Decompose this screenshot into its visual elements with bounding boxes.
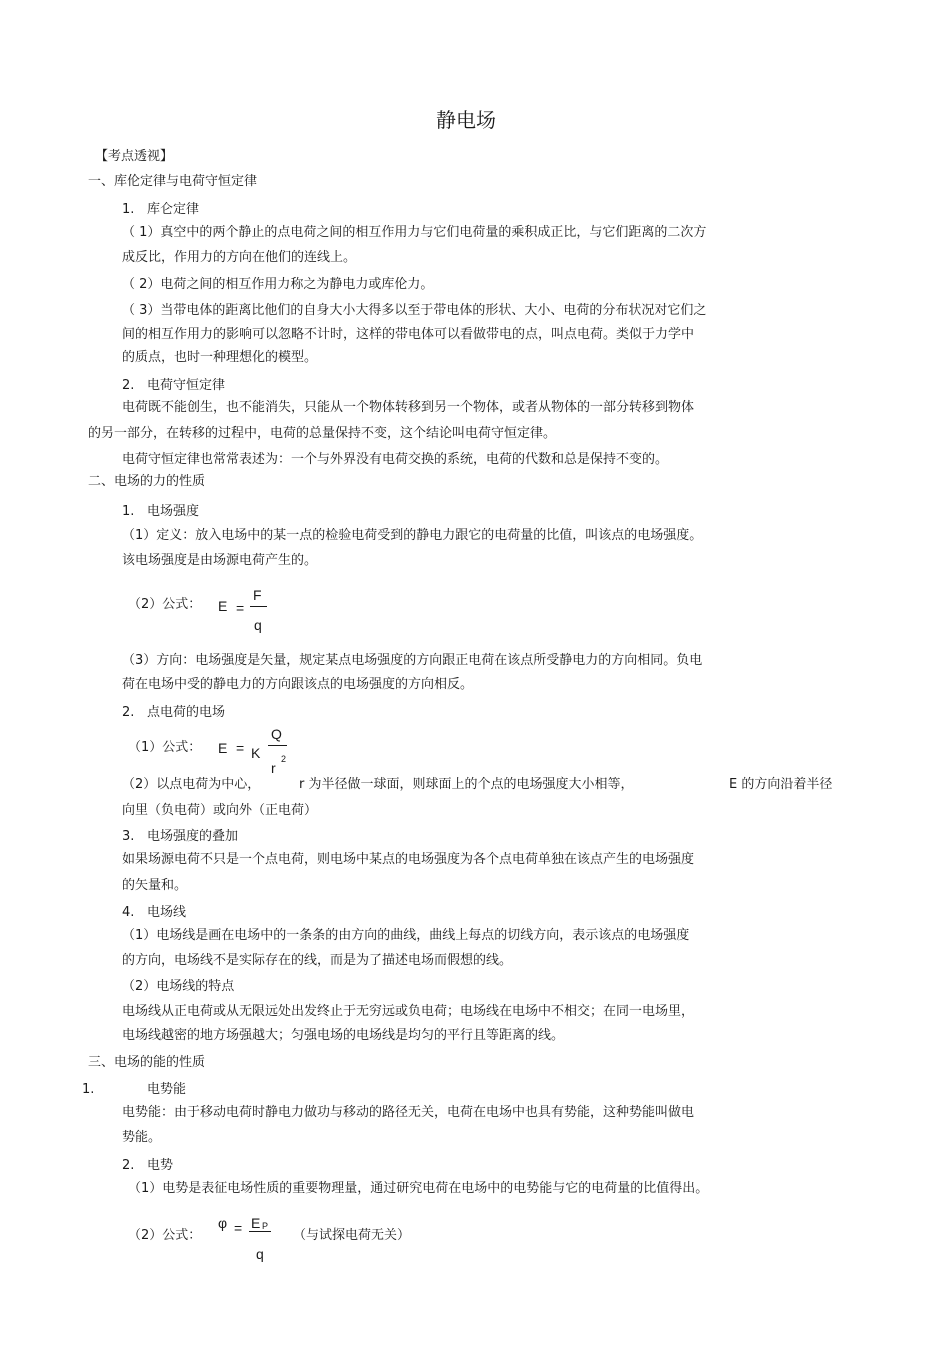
item-number: 1. — [122, 202, 135, 217]
paragraph: 的另一部分，在转移的过程中，电荷的总量保持不变，这个结论叫电荷守恒定律。 — [88, 426, 557, 441]
paragraph: 电荷既不能创生，也不能消失，只能从一个物体转移到另一个物体，或者从物体的一部分转移到物体 — [122, 400, 695, 415]
paragraph: 电荷守恒定律也常常表述为：一个与外界没有电荷交换的系统，电荷的代数和总是保持不变的。 — [122, 452, 669, 467]
paragraph: （1）定义：放入电场中的某一点的检验电荷受到的静电力跟它的电荷量的比值，叫该点的电场强度。 — [122, 528, 703, 543]
paragraph: 如果场源电荷不只是一个点电荷，则电场中某点的电场强度为各个点电荷单独在该点产生的电场强度 — [122, 852, 695, 867]
item-number: 1. — [82, 1082, 95, 1097]
formula-label: （1）公式： — [128, 740, 202, 755]
paragraph: E 的方向沿着半径 — [729, 777, 833, 792]
fraction-denominator: r — [271, 760, 276, 776]
paragraph: 的质点，也时一种理想化的模型。 — [122, 350, 318, 365]
section-heading-2: 二、电场的力的性质 — [88, 474, 206, 489]
item-number: 2. — [122, 378, 135, 393]
paragraph: 势能。 — [122, 1130, 162, 1145]
fraction-numerator: F — [253, 587, 262, 603]
subheading-field-strength: 电场强度 — [147, 504, 200, 519]
paragraph: 向里（负电荷）或向外（正电荷） — [122, 803, 318, 818]
equals-sign: = — [236, 600, 245, 616]
fraction-bar — [250, 606, 267, 607]
paragraph: （ 1）真空中的两个静止的点电荷之间的相互作用力与它们电荷量的乘积成正比，与它们距离的二次方 — [122, 225, 707, 240]
equals-sign: = — [236, 740, 245, 756]
subheading-field-lines: 电场线 — [147, 905, 187, 920]
subheading-coulomb-law: 库仑定律 — [147, 202, 200, 217]
paragraph: 电势能：由于移动电荷时静电力做功与移动的路径无关，电荷在电场中也具有势能，这种势能叫做电 — [122, 1105, 695, 1120]
subheading-potential: 电势 — [147, 1158, 174, 1173]
fraction-bar — [268, 745, 287, 746]
fraction-bar — [249, 1231, 271, 1232]
paragraph: （1）电场线是画在电场中的一条条的由方向的曲线，曲线上每点的切线方向，表示该点的电场强度 — [122, 928, 690, 943]
item-number: 2. — [122, 705, 135, 720]
page-title: 静电场 — [436, 108, 496, 132]
formula-label: （2）公式： — [128, 597, 202, 612]
paragraph: （ 3）当带电体的距离比他们的自身大小大得多以至于带电体的形状、大小、电荷的分布状况对它们之 — [122, 303, 707, 318]
exponent: 2 — [281, 754, 287, 764]
paragraph: 成反比，作用力的方向在他们的连线上。 — [122, 250, 357, 265]
fraction-denominator: q — [256, 1246, 264, 1262]
subheading-point-charge-field: 点电荷的电场 — [147, 705, 226, 720]
item-number: 2. — [122, 1158, 135, 1173]
formula-note: （与试探电荷无关） — [293, 1228, 411, 1243]
fraction-denominator: q — [254, 617, 262, 633]
paragraph: 电场线从正电荷或从无限远处出发终止于无穷远或负电荷；电场线在电场中不相交；在同一电场里， — [122, 1004, 695, 1019]
paragraph: （3）方向：电场强度是矢量，规定某点电场强度的方向跟正电荷在该点所受静电力的方向相同。负电 — [122, 653, 703, 668]
subscript: P — [262, 1221, 269, 1231]
paragraph: 的矢量和。 — [122, 878, 188, 893]
paragraph: 该电场强度是由场源电荷产生的。 — [122, 553, 318, 568]
fraction-numerator: E — [251, 1215, 261, 1231]
formula-symbol-E: E — [218, 598, 228, 614]
paragraph: （ 2）电荷之间的相互作用力称之为静电力或库伦力。 — [122, 277, 434, 292]
paragraph: （2）电场线的特点 — [122, 979, 235, 994]
item-number: 4. — [122, 905, 135, 920]
item-number: 1. — [122, 504, 135, 519]
section-heading-3: 三、电场的能的性质 — [88, 1055, 206, 1070]
paragraph: r 为半径做一球面，则球面上的个点的电场强度大小相等， — [299, 777, 634, 792]
paragraph: （2）以点电荷为中心， — [122, 777, 261, 792]
paragraph: （1）电势是表征电场性质的重要物理量，通过研究电荷在电场中的电势能与它的电荷量的比值得出。 — [128, 1181, 709, 1196]
formula-label: （2）公式： — [128, 1228, 202, 1243]
equals-sign: = — [234, 1220, 243, 1236]
paragraph: 荷在电场中受的静电力的方向跟该点的电场强度的方向相反。 — [122, 677, 474, 692]
formula-symbol-E: E — [218, 740, 228, 756]
kaodian-label: 【考点透视】 — [95, 149, 174, 164]
section-heading-1: 一、库伦定律与电荷守恒定律 — [88, 174, 258, 189]
paragraph: 电场线越密的地方场强越大；匀强电场的电场线是均匀的平行且等距离的线。 — [122, 1028, 565, 1043]
subheading-superposition: 电场强度的叠加 — [147, 829, 239, 844]
formula-symbol-K: K — [251, 745, 261, 761]
subheading-charge-conservation: 电荷守恒定律 — [147, 378, 226, 393]
paragraph: 的方向，电场线不是实际存在的线，而是为了描述电场而假想的线。 — [122, 953, 513, 968]
fraction-numerator: Q — [271, 726, 282, 742]
subheading-potential-energy: 电势能 — [147, 1082, 187, 1097]
formula-symbol-phi: φ — [218, 1215, 228, 1231]
item-number: 3. — [122, 829, 135, 844]
paragraph: 间的相互作用力的影响可以忽略不计时，这样的带电体可以看做带电的点，叫点电荷。类似于力学中 — [122, 327, 695, 342]
